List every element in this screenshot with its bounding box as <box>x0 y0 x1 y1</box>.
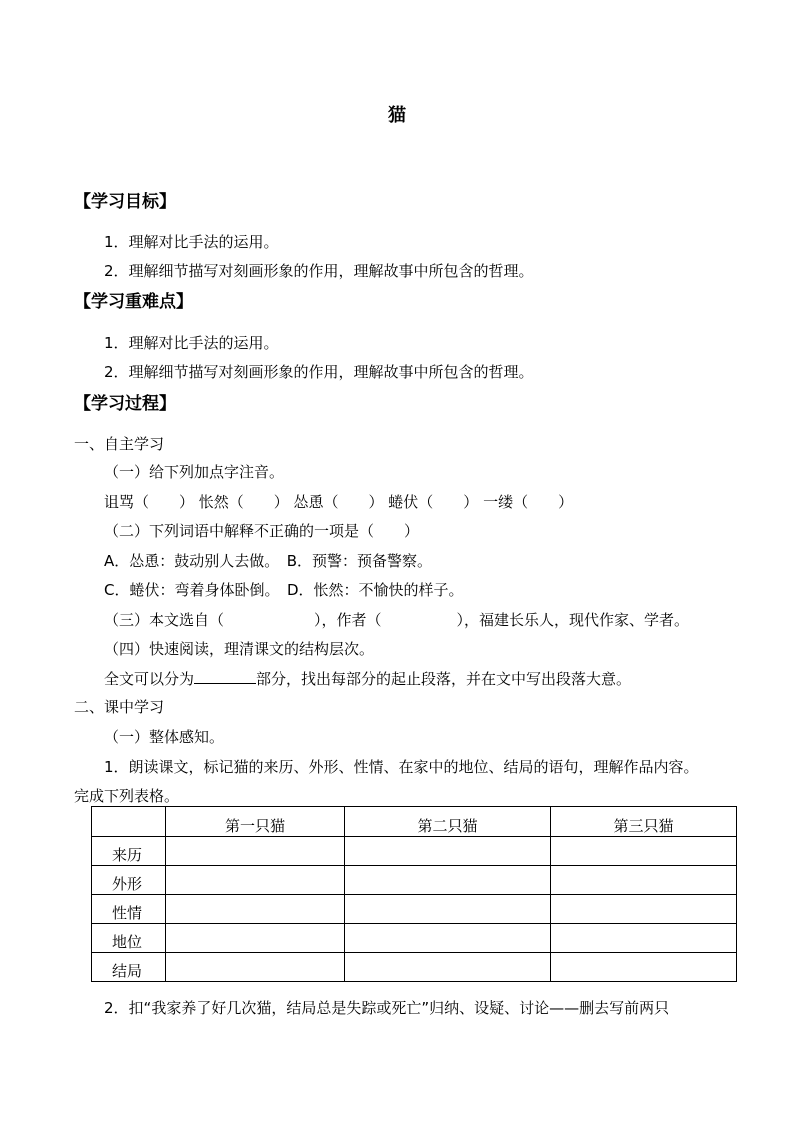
table-cell[interactable] <box>345 895 551 924</box>
goal-item: 2．理解细节描写对刻画形象的作用，理解故事中所包含的哲理。 <box>104 262 534 280</box>
table-cell[interactable] <box>345 837 551 866</box>
part1-heading: 一、自主学习 <box>74 435 165 453</box>
question-3: （三）本文选自（ ），作者（ ），福建长乐人，现代作家、学者。 <box>104 611 690 629</box>
table-cell[interactable] <box>551 953 737 982</box>
row-label: 地位 <box>92 924 166 953</box>
table-cell[interactable] <box>166 953 345 982</box>
table-row <box>92 895 737 924</box>
question-4-suffix: 部分，找出每部分的起止段落，并在文中写出段落大意。 <box>256 670 632 688</box>
question-4: （四）快速阅读，理清课文的结构层次。 <box>104 640 375 658</box>
item-1-line-1: 1．朗读课文，标记猫的来历、外形、性情、在家中的地位、结局的语句，理解作品内容。 <box>104 758 699 776</box>
cat-comparison-table <box>91 806 737 982</box>
goal-item: 1．理解对比手法的运用。 <box>104 233 279 251</box>
table-header-cell <box>92 807 166 837</box>
answer-blank[interactable] <box>194 668 256 684</box>
row-label: 来历 <box>92 837 166 866</box>
item-1-line-2: 完成下列表格。 <box>74 787 180 805</box>
sub-heading-1: （一）整体感知。 <box>104 728 225 746</box>
table-cell[interactable] <box>345 924 551 953</box>
question-4-prefix: 全文可以分为 <box>104 670 195 688</box>
table-header-cell: 第二只猫 <box>345 807 551 837</box>
row-label: 外形 <box>92 866 166 895</box>
table-cell[interactable] <box>551 837 737 866</box>
keypoint-item: 1．理解对比手法的运用。 <box>104 334 279 352</box>
question-1: （一）给下列加点字注音。 <box>104 463 285 481</box>
table-row <box>92 837 737 866</box>
table-cell[interactable] <box>551 924 737 953</box>
table-cell[interactable] <box>166 924 345 953</box>
question-4-prompt <box>104 668 631 689</box>
keypoint-item: 2．理解细节描写对刻画形象的作用，理解故事中所包含的哲理。 <box>104 363 534 381</box>
row-label: 结局 <box>92 953 166 982</box>
keypoints-heading: 【学习重难点】 <box>74 292 193 312</box>
table-cell[interactable] <box>345 866 551 895</box>
process-heading: 【学习过程】 <box>74 394 176 414</box>
table-row <box>92 866 737 895</box>
table-header-row <box>92 807 737 837</box>
table-cell[interactable] <box>166 866 345 895</box>
part2-heading: 二、课中学习 <box>74 698 165 716</box>
item-2: 2．扣“我家养了好几次猫，结局总是失踪或死亡”归纳、设疑、讨论——删去写前两只 <box>104 999 670 1017</box>
question-2: （二）下列词语中解释不正确的一项是（ ） <box>104 522 420 540</box>
table-cell[interactable] <box>166 837 345 866</box>
question-2-options-ab: A．怂恿：鼓动别人去做。 B．预警：预备警察。 <box>104 552 433 570</box>
goals-heading: 【学习目标】 <box>74 192 176 212</box>
table-header-cell: 第一只猫 <box>166 807 345 837</box>
question-1-words: 诅骂（ ） 怅然（ ） 怂恿（ ） 蜷伏（ ） 一缕（ ） <box>104 493 574 511</box>
table-row <box>92 924 737 953</box>
question-2-options-cd: C．蜷伏：弯着身体卧倒。 D．怅然：不愉快的样子。 <box>104 581 464 599</box>
table-cell[interactable] <box>551 866 737 895</box>
table-header-cell: 第三只猫 <box>551 807 737 837</box>
table-cell[interactable] <box>345 953 551 982</box>
page-title: 猫 <box>388 105 406 126</box>
table-row <box>92 953 737 982</box>
table-cell[interactable] <box>166 895 345 924</box>
table-cell[interactable] <box>551 895 737 924</box>
row-label: 性情 <box>92 895 166 924</box>
